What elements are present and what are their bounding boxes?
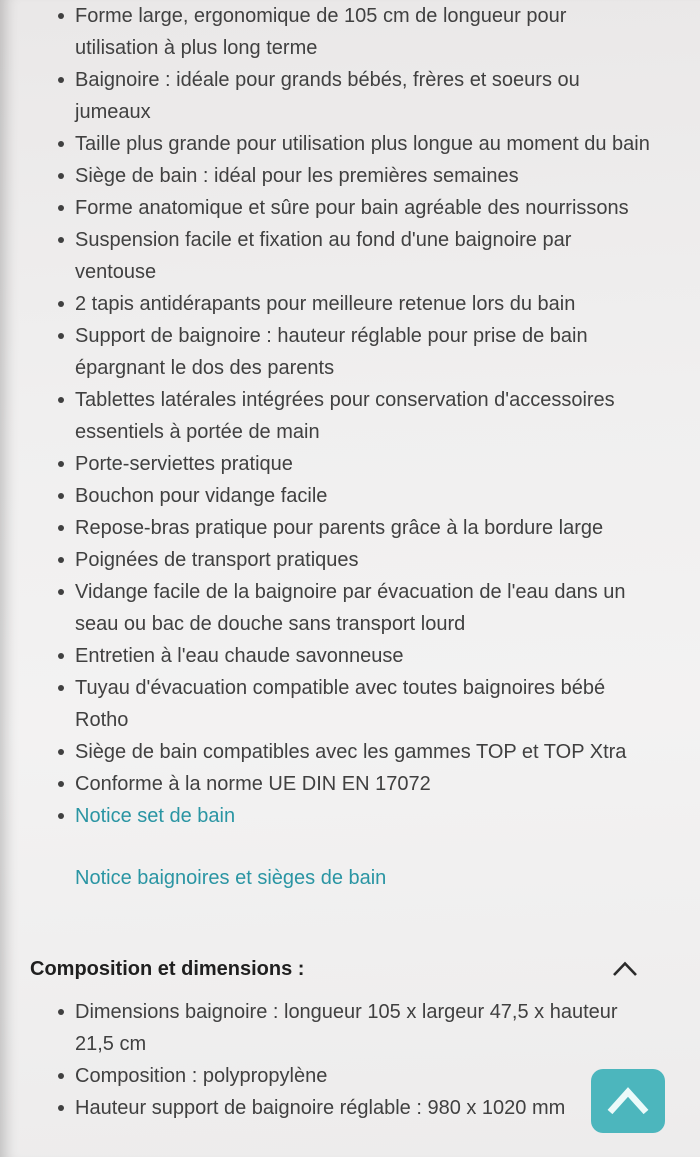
composition-item: Dimensions baignoire : longueur 105 x largeur 47,5 x hauteur 21,5 cm xyxy=(75,996,655,1060)
chevron-up-icon xyxy=(612,961,638,977)
feature-item: Forme anatomique et sûre pour bain agréable des nourrissons xyxy=(75,192,655,224)
feature-item: Tablettes latérales intégrées pour conservation d'accessoires essentiels à portée de main xyxy=(75,384,655,448)
composition-section-header[interactable] xyxy=(30,954,655,984)
composition-section-title: Composition et dimensions : xyxy=(30,957,305,980)
feature-item: Forme large, ergonomique de 105 cm de longueur pour utilisation à plus long terme xyxy=(75,0,655,64)
feature-item: Conforme à la norme UE DIN EN 17072 xyxy=(75,768,655,800)
feature-item: Siège de bain compatibles avec les gammes TOP et TOP Xtra xyxy=(75,736,655,768)
feature-item: Suspension facile et fixation au fond d'une baignoire par ventouse xyxy=(75,224,655,288)
scroll-to-top-button[interactable] xyxy=(591,1069,665,1133)
feature-item: Siège de bain : idéal pour les premières semaines xyxy=(75,160,655,192)
feature-item: Poignées de transport pratiques xyxy=(75,544,655,576)
notice-set-de-bain-link[interactable]: Notice set de bain xyxy=(75,800,655,832)
feature-item: Bouchon pour vidange facile xyxy=(75,480,655,512)
composition-section xyxy=(30,954,655,1124)
notice-baignoires-link[interactable]: Notice baignoires et sièges de bain xyxy=(75,867,387,889)
feature-item: Baignoire : idéale pour grands bébés, frères et soeurs ou jumeaux xyxy=(75,64,655,128)
feature-item: Support de baignoire : hauteur réglable pour prise de bain épargnant le dos des parents xyxy=(75,320,655,384)
feature-item: 2 tapis antidérapants pour meilleure retenue lors du bain xyxy=(75,288,655,320)
feature-item: Taille plus grande pour utilisation plus longue au moment du bain xyxy=(75,128,655,160)
feature-item: Vidange facile de la baignoire par évacuation de l'eau dans un seau ou bac de douche sans transport lourd xyxy=(75,576,655,640)
composition-list xyxy=(30,996,655,1124)
feature-item: Tuyau d'évacuation compatible avec toutes baignoires bébé Rotho xyxy=(75,672,655,736)
feature-item: Porte-serviettes pratique xyxy=(75,448,655,480)
composition-item: Composition : polypropylène xyxy=(75,1060,655,1092)
features-list xyxy=(30,0,655,832)
feature-item: Repose-bras pratique pour parents grâce à la bordure large xyxy=(75,512,655,544)
chevron-up-icon xyxy=(604,1086,652,1116)
feature-item: Entretien à l'eau chaude savonneuse xyxy=(75,640,655,672)
composition-item: Hauteur support de baignoire réglable : 980 x 1020 mm xyxy=(75,1092,655,1124)
